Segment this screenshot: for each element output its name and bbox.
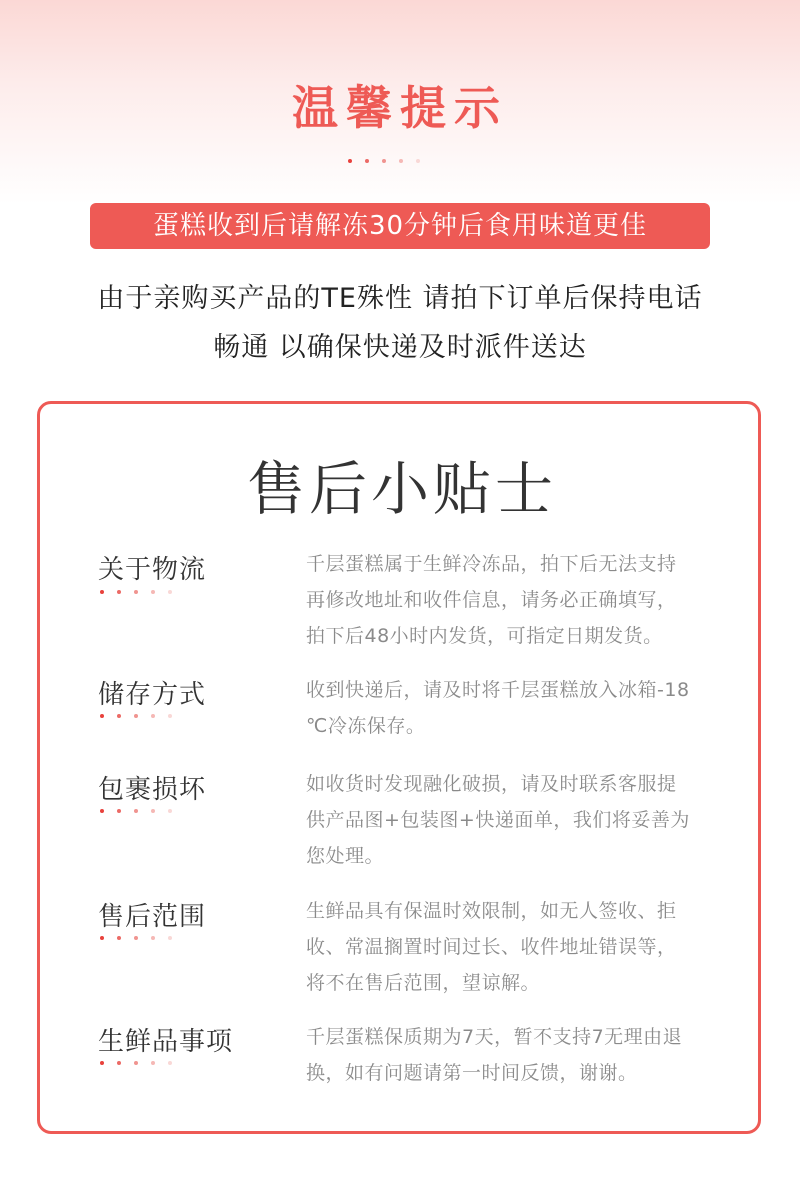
decoration-dot bbox=[134, 590, 138, 594]
item-desc-scope bbox=[306, 893, 726, 1001]
desc-line: 如收货时发现融化破损，请及时联系客服提 bbox=[306, 773, 677, 795]
desc-line: 您处理。 bbox=[306, 845, 385, 867]
decoration-dot bbox=[382, 159, 386, 163]
desc-line: 拍下后48小时内发货，可指定日期发货。 bbox=[306, 625, 663, 647]
item-desc-storage bbox=[306, 672, 726, 744]
decoration-dot bbox=[117, 714, 121, 718]
item-label-logistics: 关于物流 bbox=[98, 555, 207, 585]
decoration-dot bbox=[100, 809, 104, 813]
item-label-fresh-notes: 生鲜品事项 bbox=[98, 1027, 234, 1057]
desc-line: ℃冷冻保存。 bbox=[306, 715, 426, 737]
desc-line: 收、常温搁置时间过长、收件地址错误等， bbox=[306, 936, 677, 958]
desc-line: 千层蛋糕属于生鲜冷冻品，拍下后无法支持 bbox=[306, 553, 677, 575]
item-desc-fresh-notes bbox=[306, 1019, 726, 1091]
decoration-dot bbox=[134, 1061, 138, 1065]
notice-line: 由于亲购买产品的TE殊性 请拍下订单后保持电话 bbox=[97, 283, 703, 314]
decoration-dot bbox=[399, 159, 403, 163]
decoration-dot bbox=[151, 714, 155, 718]
decoration-dot bbox=[151, 1061, 155, 1065]
card-title: 售后小贴士 bbox=[246, 455, 557, 523]
decoration-dot bbox=[134, 714, 138, 718]
desc-line: 供产品图+包装图+快递面单，我们将妥善为 bbox=[306, 809, 690, 831]
decoration-dot bbox=[416, 159, 420, 163]
desc-line: 千层蛋糕保质期为7天，暂不支持7无理由退 bbox=[306, 1026, 683, 1048]
decoration-dot bbox=[117, 1061, 121, 1065]
decoration-dot bbox=[365, 159, 369, 163]
label-decoration-dots bbox=[100, 809, 172, 813]
decoration-dot bbox=[151, 936, 155, 940]
decoration-dot bbox=[100, 714, 104, 718]
decoration-dot bbox=[168, 714, 172, 718]
decoration-dot bbox=[151, 809, 155, 813]
desc-line: 生鲜品具有保温时效限制，如无人签收、拒 bbox=[306, 900, 677, 922]
decoration-dot bbox=[134, 936, 138, 940]
desc-line: 收到快递后，请及时将千层蛋糕放入冰箱-18 bbox=[306, 679, 690, 701]
decoration-dot bbox=[348, 159, 352, 163]
decoration-dot bbox=[168, 936, 172, 940]
decoration-dot bbox=[151, 590, 155, 594]
item-label-damage: 包裹损坏 bbox=[98, 775, 207, 805]
label-decoration-dots bbox=[100, 1061, 172, 1065]
tip-banner: 蛋糕收到后请解冻30分钟后食用味道更佳 bbox=[90, 203, 710, 249]
desc-line: 再修改地址和收件信息，请务必正确填写， bbox=[306, 589, 677, 611]
label-decoration-dots bbox=[100, 590, 172, 594]
page-title: 温馨提示 bbox=[292, 81, 508, 135]
notice-line: 畅通 以确保快递及时派件送达 bbox=[213, 332, 587, 363]
label-decoration-dots bbox=[100, 714, 172, 718]
decoration-dot bbox=[117, 936, 121, 940]
decoration-dot bbox=[134, 809, 138, 813]
decoration-dot bbox=[117, 809, 121, 813]
decoration-dot bbox=[100, 936, 104, 940]
decoration-dot bbox=[100, 1061, 104, 1065]
decoration-dot bbox=[168, 809, 172, 813]
item-desc-logistics bbox=[306, 546, 726, 654]
desc-line: 将不在售后范围，望谅解。 bbox=[306, 972, 541, 994]
label-decoration-dots bbox=[100, 936, 172, 940]
decoration-dot bbox=[100, 590, 104, 594]
desc-line: 换，如有问题请第一时间反馈，谢谢。 bbox=[306, 1062, 638, 1084]
title-decoration-dots bbox=[348, 159, 420, 163]
item-desc-damage bbox=[306, 766, 726, 874]
after-sales-card bbox=[37, 401, 761, 1134]
item-label-storage: 储存方式 bbox=[98, 680, 207, 710]
item-label-scope: 售后范围 bbox=[98, 902, 207, 932]
decoration-dot bbox=[117, 590, 121, 594]
decoration-dot bbox=[168, 1061, 172, 1065]
decoration-dot bbox=[168, 590, 172, 594]
